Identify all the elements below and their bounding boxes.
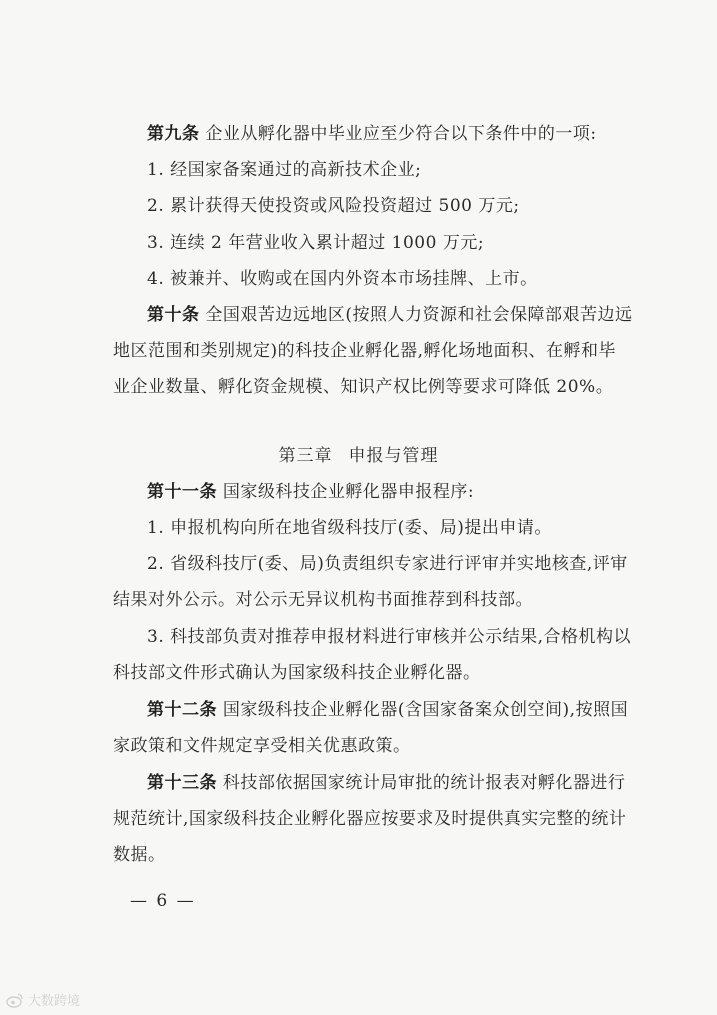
article-11 xyxy=(113,474,633,510)
article-12 xyxy=(113,692,633,764)
article-9-item-1: 1. 经国家备案通过的高新技术企业; xyxy=(147,160,422,180)
article-10 xyxy=(113,297,633,405)
article-13 xyxy=(113,765,633,873)
chapter-name: 申报与管理 xyxy=(348,446,439,466)
article-9-item-2: 2. 累计获得天使投资或风险投资超过 500 万元; xyxy=(147,196,520,216)
article-12-heading: 第十二条 xyxy=(147,700,217,720)
article-11-heading: 第十一条 xyxy=(147,482,217,502)
article-13-text: 科技部依据国家统计局审批的统计报表对孵化器进行规范统计,国家级科技企业孵化器应按要求及时提供真实完整的统计数据。 xyxy=(113,773,627,865)
article-9 xyxy=(113,116,633,152)
watermark-text: 大数跨境 xyxy=(28,994,81,1009)
article-11-item-2: 2. 省级科技厅(委、局)负责组织专家进行评审并实地核查,评审结果对外公示。对公示无异议机构书面推荐到科技部。 xyxy=(113,554,628,610)
page-number: — 6 — xyxy=(130,891,196,911)
article-13-heading: 第十三条 xyxy=(147,773,217,793)
article-9-text: 企业从孵化器中毕业应至少符合以下条件中的一项: xyxy=(205,124,597,144)
article-10-heading: 第十条 xyxy=(147,305,200,325)
chapter-title xyxy=(0,438,717,474)
article-11-item-3: 3. 科技部负责对推荐申报材料进行审核并公示结果,合格机构以科技部文件形式确认为国家级科技企业孵化器。 xyxy=(113,627,632,683)
article-9-heading: 第九条 xyxy=(147,124,200,144)
article-12-text: 国家级科技企业孵化器(含国家备案众创空间),按照国家政策和文件规定享受相关优惠政策。 xyxy=(113,700,629,756)
article-10-text: 全国艰苦边远地区(按照人力资源和社会保障部艰苦边远地区范围和类别规定)的科技企业孵化器,孵化场地面积、在孵和毕业企业数量、孵化资金规模、知识产权比例等要求可降低 20%。 xyxy=(113,305,633,397)
article-11-text: 国家级科技企业孵化器申报程序: xyxy=(222,482,475,502)
article-9-item-3: 3. 连续 2 年营业收入累计超过 1000 万元; xyxy=(147,233,485,253)
watermark xyxy=(6,990,80,1009)
chapter-number: 第三章 xyxy=(278,446,333,466)
article-9-item-4: 4. 被兼并、收购或在国内外资本市场挂牌、上市。 xyxy=(147,269,538,289)
weibo-logo-icon xyxy=(6,992,24,1008)
article-11-item-1: 1. 申报机构向所在地省级科技厅(委、局)提出申请。 xyxy=(147,518,552,538)
